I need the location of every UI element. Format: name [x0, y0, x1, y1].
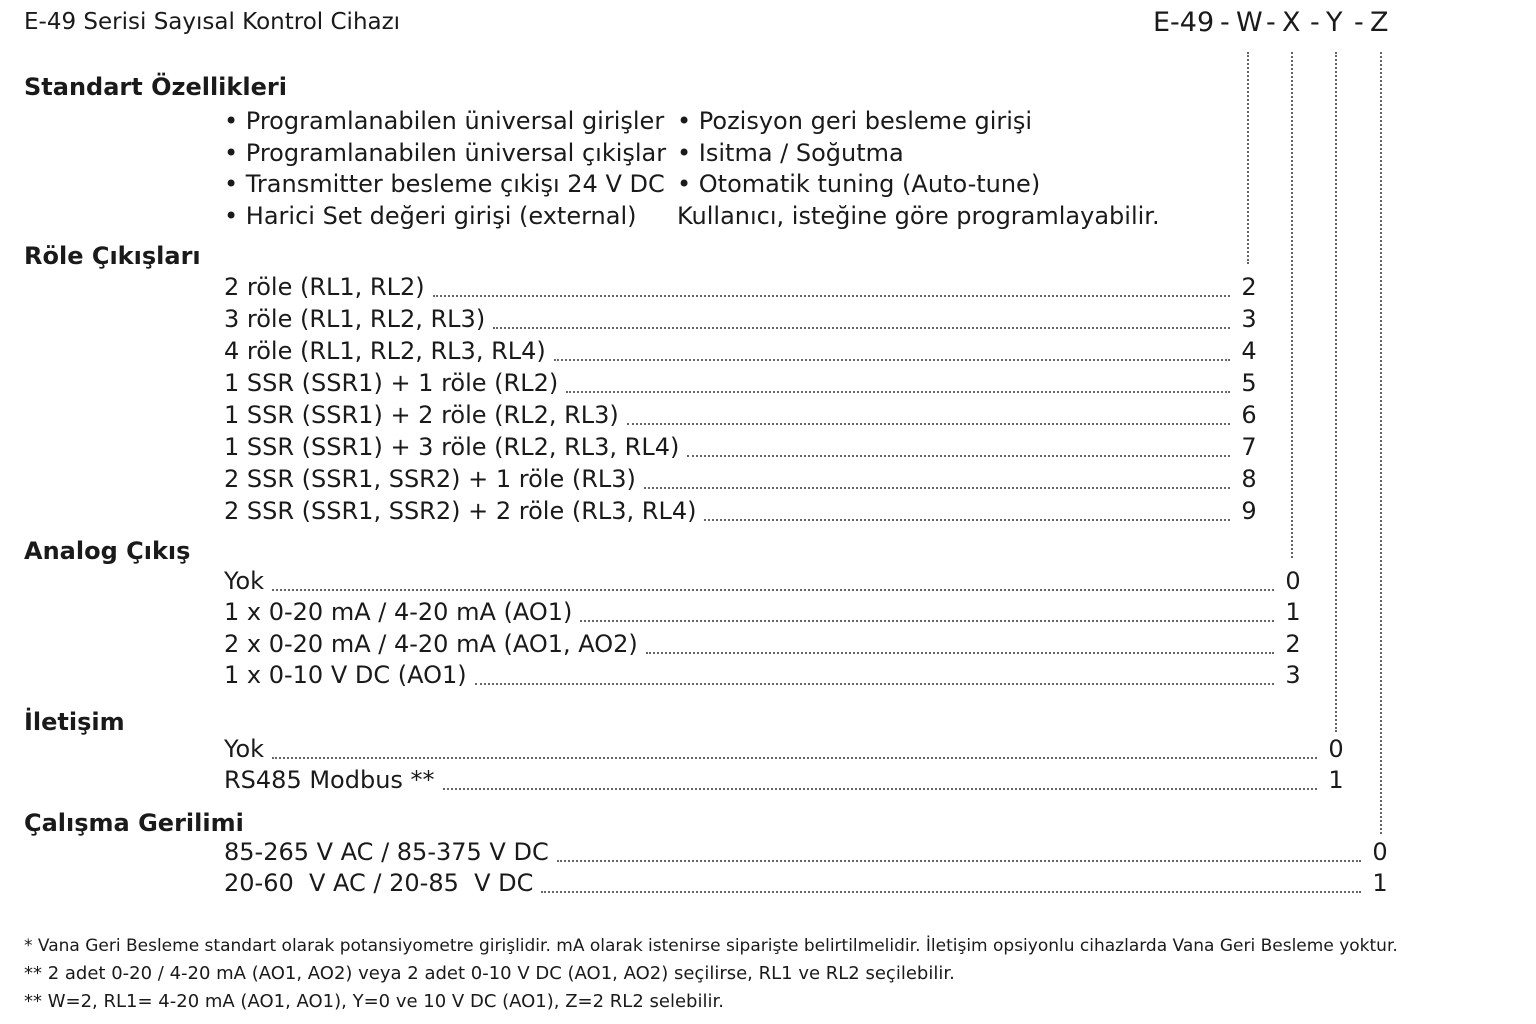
leader-dots — [493, 327, 1230, 329]
guide-line-y — [1335, 52, 1337, 732]
option-row — [224, 567, 1304, 599]
footnote: * Vana Geri Besleme standart olarak potansiyometre girişlidir. mA olarak istenirse siparişte belirtilmelidir. İletişim opsiyonlu cihazlarda Vana Geri Besleme yoktur. — [24, 936, 1398, 956]
option-label: 3 röle (RL1, RL2, RL3) — [224, 305, 486, 333]
option-label: 2 SSR (SSR1, SSR2) + 2 röle (RL3, RL4) — [224, 497, 697, 525]
option-code: 3 — [1241, 305, 1257, 333]
feature-item: • Otomatik tuning (Auto-tune) — [677, 170, 1041, 198]
option-label: Yok — [224, 567, 265, 595]
option-code: 1 — [1328, 766, 1344, 794]
option-code: 1 — [1372, 869, 1388, 897]
option-row — [224, 337, 1260, 369]
leader-dots — [475, 683, 1274, 685]
option-row — [224, 401, 1260, 433]
leader-dots — [566, 391, 1230, 393]
code-z: Z — [1370, 7, 1389, 38]
option-code: 8 — [1241, 465, 1257, 493]
code-separator: - — [1354, 7, 1364, 38]
option-code: 2 — [1241, 273, 1257, 301]
option-label: 1 x 0-20 mA / 4-20 mA (AO1) — [224, 598, 573, 626]
option-label: Yok — [224, 735, 265, 763]
option-code: 7 — [1241, 433, 1257, 461]
feature-item: • Transmitter besleme çıkişı 24 V DC — [224, 170, 665, 198]
document-title: E-49 Serisi Sayısal Kontrol Cihazı — [24, 9, 401, 35]
guide-line-z — [1380, 52, 1382, 834]
section-title-comm: İletişim — [24, 708, 125, 736]
leader-dots — [433, 295, 1230, 297]
option-label: 1 SSR (SSR1) + 3 röle (RL2, RL3, RL4) — [224, 433, 680, 461]
leader-dots — [646, 652, 1274, 654]
leader-dots — [554, 359, 1230, 361]
leader-dots — [644, 487, 1230, 489]
option-code: 2 — [1285, 630, 1301, 658]
section-title-voltage: Çalışma Gerilimi — [24, 809, 244, 837]
model-code-base: E-49 — [1153, 7, 1215, 38]
option-row — [224, 869, 1391, 901]
footnote: ** 2 adet 0-20 / 4-20 mA (AO1, AO2) veya 2 adet 0-10 V DC (AO1, AO2) seçilirse, RL1 ve RL2 seçilebilir. — [24, 963, 955, 984]
option-code: 0 — [1285, 567, 1301, 595]
option-label: 1 x 0-10 V DC (AO1) — [224, 661, 467, 689]
feature-item: • Isitma / Soğutma — [677, 139, 904, 167]
leader-dots — [557, 860, 1361, 862]
option-row — [224, 630, 1304, 662]
option-code: 1 — [1285, 598, 1301, 626]
option-label: 2 SSR (SSR1, SSR2) + 1 röle (RL3) — [224, 465, 636, 493]
option-label: 2 röle (RL1, RL2) — [224, 273, 425, 301]
option-row — [224, 305, 1260, 337]
option-row — [224, 369, 1260, 401]
option-row — [224, 497, 1260, 529]
code-w: W — [1236, 7, 1263, 38]
option-row — [224, 766, 1347, 798]
leader-dots — [443, 788, 1317, 790]
option-row — [224, 465, 1260, 497]
option-row — [224, 661, 1304, 693]
option-label: 2 x 0-20 mA / 4-20 mA (AO1, AO2) — [224, 630, 638, 658]
code-separator: - — [1310, 7, 1320, 38]
option-row — [224, 433, 1260, 465]
leader-dots — [272, 589, 1274, 591]
leader-dots — [704, 519, 1230, 521]
option-label: 4 röle (RL1, RL2, RL3, RL4) — [224, 337, 546, 365]
feature-note: Kullanıcı, isteğine göre programlayabilir. — [677, 202, 1160, 230]
option-label: 85-265 V AC / 85-375 V DC — [224, 838, 549, 866]
option-row — [224, 273, 1260, 305]
leader-dots — [580, 620, 1274, 622]
option-code: 0 — [1372, 838, 1388, 866]
leader-dots — [687, 455, 1230, 457]
code-x: X — [1282, 7, 1301, 38]
section-title-analog: Analog Çıkış — [24, 537, 191, 565]
section-title-relay: Röle Çıkışları — [24, 242, 201, 270]
option-row — [224, 838, 1391, 870]
guide-line-w — [1247, 52, 1249, 264]
feature-item: • Programlanabilen üniversal çıkişlar — [224, 139, 667, 167]
leader-dots — [627, 423, 1230, 425]
code-separator: - — [1266, 7, 1276, 38]
section-title-standard: Standart Özellikleri — [24, 73, 287, 101]
feature-item: • Harici Set değeri girişi (external) — [224, 202, 637, 230]
option-row — [224, 598, 1304, 630]
footnote: ** W=2, RL1= 4-20 mA (AO1, AO1), Y=0 ve 10 V DC (AO1), Z=2 RL2 selebilir. — [24, 991, 724, 1012]
feature-item: • Programlanabilen üniversal girişler — [224, 107, 665, 135]
leader-dots — [272, 757, 1317, 759]
feature-item: • Pozisyon geri besleme girişi — [677, 107, 1033, 135]
option-code: 6 — [1241, 401, 1257, 429]
option-code: 5 — [1241, 369, 1257, 397]
option-label: 1 SSR (SSR1) + 1 röle (RL2) — [224, 369, 559, 397]
code-y: Y — [1326, 7, 1343, 38]
code-separator: - — [1220, 7, 1230, 38]
guide-line-x — [1291, 52, 1293, 558]
option-label: 20-60 V AC / 20-85 V DC — [224, 869, 534, 897]
option-code: 9 — [1241, 497, 1257, 525]
leader-dots — [541, 891, 1361, 893]
option-row — [224, 735, 1347, 767]
option-label: RS485 Modbus ** — [224, 766, 435, 794]
option-code: 3 — [1285, 661, 1301, 689]
option-code: 0 — [1328, 735, 1344, 763]
option-label: 1 SSR (SSR1) + 2 röle (RL2, RL3) — [224, 401, 619, 429]
option-code: 4 — [1241, 337, 1257, 365]
